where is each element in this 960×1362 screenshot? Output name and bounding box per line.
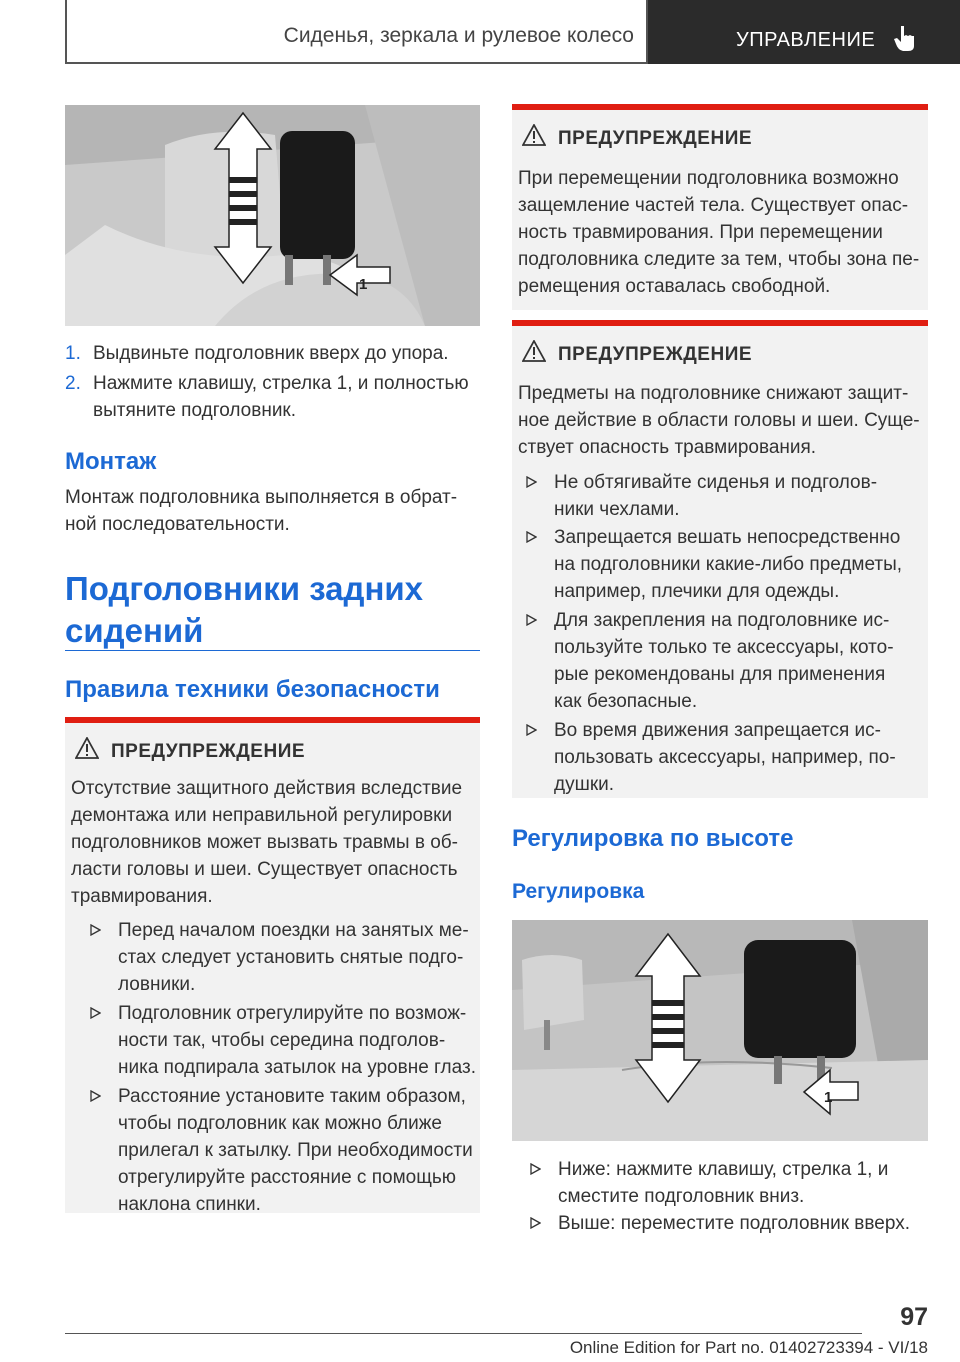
- warning-box: [512, 104, 928, 310]
- bullet-text: Для закрепления на подголовнике используйте только те аксессуары, которые рекомендованы для применения как безопасные.: [554, 610, 894, 712]
- warning-triangle-icon: [522, 340, 546, 362]
- header-chapter-label: УПРАВЛЕНИЕ: [736, 29, 876, 51]
- rear-headrest-image: [512, 920, 928, 1141]
- warning-body: Предметы на подголовнике снижают защитное действие в области головы и шеи. Существует опасность травмирования.: [518, 383, 920, 458]
- bullet-text: Не обтягивайте сиденья и подголовники чехлами.: [554, 472, 878, 520]
- warning-title: ПРЕДУПРЕЖДЕНИЕ: [558, 128, 753, 149]
- bullet-triangle-icon: [530, 1217, 541, 1229]
- warning-title: ПРЕДУПРЕЖДЕНИЕ: [558, 344, 753, 365]
- bullet-triangle-icon: [90, 1007, 101, 1019]
- bullet-triangle-icon: [526, 531, 537, 543]
- bullet-triangle-icon: [530, 1163, 541, 1175]
- warning-title: ПРЕДУПРЕЖДЕНИЕ: [111, 741, 306, 762]
- montage-heading: Монтаж: [65, 448, 157, 475]
- header-section-box: [65, 0, 648, 64]
- heading-rule: [65, 650, 480, 651]
- rear-headrests-heading: Подголовники задних сидений: [65, 570, 424, 649]
- callout-number: 1: [359, 276, 368, 293]
- step-number: 2.: [65, 373, 81, 394]
- bullet-text: Во время движения запрещается использовать аксессуары, например, подушки.: [554, 720, 896, 795]
- footer-edition: Online Edition for Part no. 01402723394 - VI/18: [569, 1338, 928, 1357]
- montage-text: Монтаж подголовника выполняется в обратной последовательности.: [65, 487, 458, 535]
- warning-triangle-icon: [522, 124, 546, 146]
- callout-number: 1: [824, 1089, 833, 1106]
- page-number: 97: [900, 1303, 928, 1331]
- height-adjust-heading: Регулировка по высоте: [512, 825, 794, 852]
- step-number: 1.: [65, 343, 81, 364]
- warning-box: [65, 717, 480, 1213]
- header-chapter-tab: [648, 0, 960, 64]
- bullet-triangle-icon: [90, 924, 101, 936]
- bullet-text: Перед началом поездки на занятых местах следует установить снятые подголовники.: [118, 920, 469, 995]
- bullet-text: Запрещается вешать непосредственно на подголовники какие-либо предметы, например, плечики для одежды.: [554, 527, 903, 602]
- bullet-triangle-icon: [526, 476, 537, 488]
- bullet-triangle-icon: [90, 1090, 101, 1102]
- bullet-triangle-icon: [526, 614, 537, 626]
- footer-rule: [65, 1333, 862, 1334]
- hand-pointer-icon: [892, 24, 918, 52]
- adjust-subheading: Регулировка: [512, 880, 645, 903]
- front-headrest-image: [65, 105, 480, 326]
- warning-triangle-icon: [75, 737, 99, 759]
- warning-body: Отсутствие защитного действия вследствие демонтажа или неправильной регулировки подголовников может вызвать травмы в области головы и шеи. Существует опасность травмирования.: [71, 778, 463, 907]
- bullet-text: Подголовник отрегулируйте по возможности так, чтобы середина подголовника подпирала затылок на уровне глаз.: [118, 1003, 476, 1078]
- warning-body: При перемещении подголовника возможно защемление частей тела. Существует опасность травмирования. При перемещении подголовника следите за тем, чтобы зона перемещения оставалась свободной.: [518, 168, 920, 297]
- bullet-text: Выше: переместите подголовник вверх.: [558, 1213, 910, 1234]
- step-text: Выдвиньте подголовник вверх до упора.: [93, 343, 449, 364]
- warning-box: [512, 320, 928, 798]
- header-section-title: Сиденья, зеркала и рулевое колесо: [283, 24, 634, 47]
- bullet-triangle-icon: [526, 724, 537, 736]
- safety-heading: Правила техники безопасности: [65, 676, 440, 703]
- bullet-text: Расстояние установите таким образом, чтобы подголовник как можно ближе прилегал к затылку. При необходимости отрегулируйте расстояние с помощью наклона спинки.: [118, 1086, 473, 1215]
- step-text: Нажмите клавишу, стрелка 1, и полностью вытяните подголовник.: [93, 373, 469, 421]
- bullet-text: Ниже: нажмите клавишу, стрелка 1, и сместите подголовник вниз.: [558, 1159, 889, 1207]
